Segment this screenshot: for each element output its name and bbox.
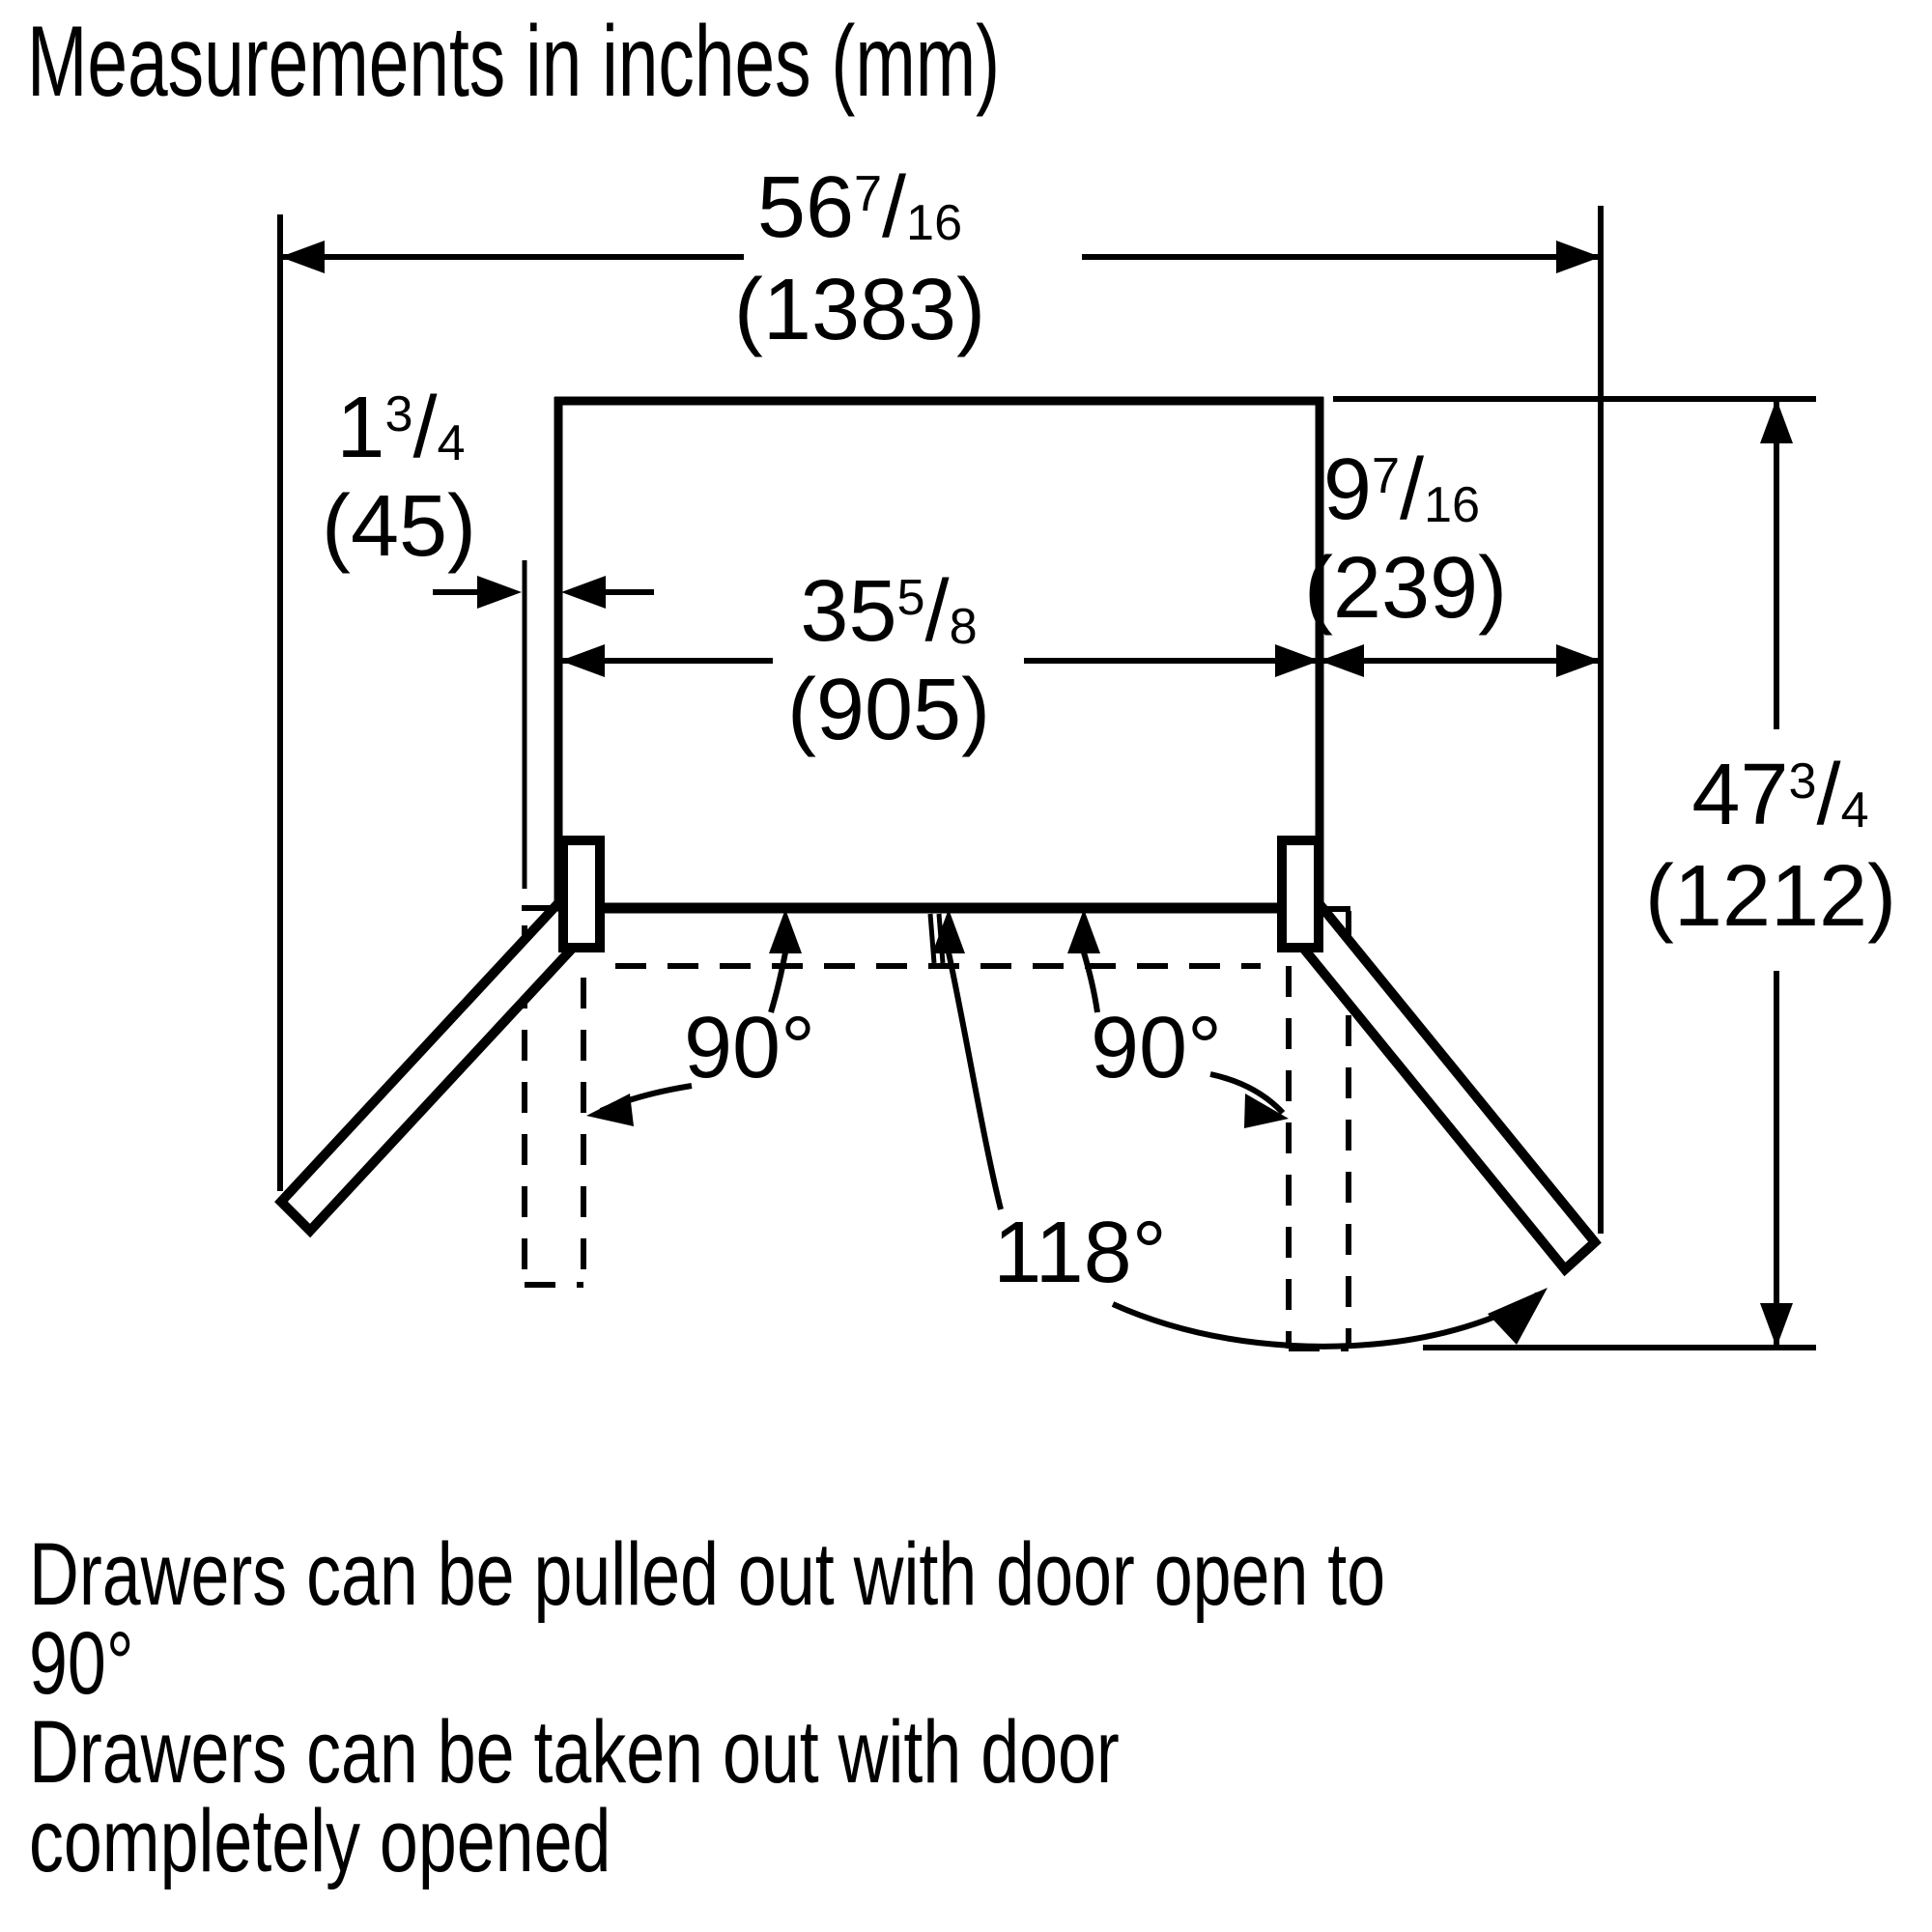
fraction-slash: / [882,159,907,256]
dim-opening-width-mm: (905) [786,662,991,758]
mullion-tick-1 [930,914,934,963]
dim-total-width-mm: (1383) [733,262,986,358]
arc-118 [1113,1294,1538,1347]
door-90deg-dashed-outlines [522,908,1350,1349]
dim-total-depth-mm: (1212) [1644,848,1897,945]
right-door-open [1290,904,1595,1269]
note-line-2: 90° [29,1614,134,1713]
arrowhead-arc-118 [1488,1288,1548,1345]
arrowhead-projection-right [1556,644,1601,677]
arrowhead-arc-left [586,1094,634,1126]
arrowhead-swing-right-up [1067,909,1100,953]
arrowhead-total-width-left [280,241,325,273]
arrowhead-projection-left [1320,644,1364,677]
right-hinge [1282,840,1319,948]
dim-opening-width-inches: $35^5/_8$ [800,563,978,660]
arrowhead-depth-bottom [1760,1303,1793,1348]
note-line-4: completely opened [29,1792,611,1890]
left-door-open [281,904,586,1231]
leader-118 [949,952,1001,1209]
note-line-1: Drawers can be pulled out with door open to [29,1525,1386,1624]
angle-full-open: 118° [993,1205,1167,1301]
dim-door-projection-mm: (239) [1303,540,1508,637]
dim-total-width-inches: $56^7/_{16}$ [756,159,963,256]
arrowhead-opening-right [1275,644,1320,677]
arrowhead-total-width-right [1556,241,1601,273]
fraction-slash: / [1400,441,1425,538]
arrowhead-swing-left-up [769,909,802,953]
fraction-slash: / [1816,747,1841,843]
arrowhead-45-left [477,576,522,609]
arrowhead-depth-top [1760,399,1793,443]
note-line-3: Drawers can be taken out with door [29,1703,1120,1802]
dim-side-clearance-mm: (45) [321,478,477,575]
fraction-slash: / [412,380,438,476]
dim-total-depth-inches: $47^3/_4$ [1691,747,1869,843]
angle-right-door: 90° [1090,1000,1223,1096]
dim-door-projection-inches: $9^7/_{16}$ [1322,441,1481,538]
fraction-slash: / [924,563,950,660]
dim-side-clearance-inches: $1^3/_4$ [336,380,466,476]
arrowhead-45-right [561,576,606,609]
left-hinge [563,840,600,948]
page-title: Measurements in inches (mm) [27,6,1001,118]
angle-left-door: 90° [683,1000,816,1096]
arrowhead-opening-left [560,644,605,677]
